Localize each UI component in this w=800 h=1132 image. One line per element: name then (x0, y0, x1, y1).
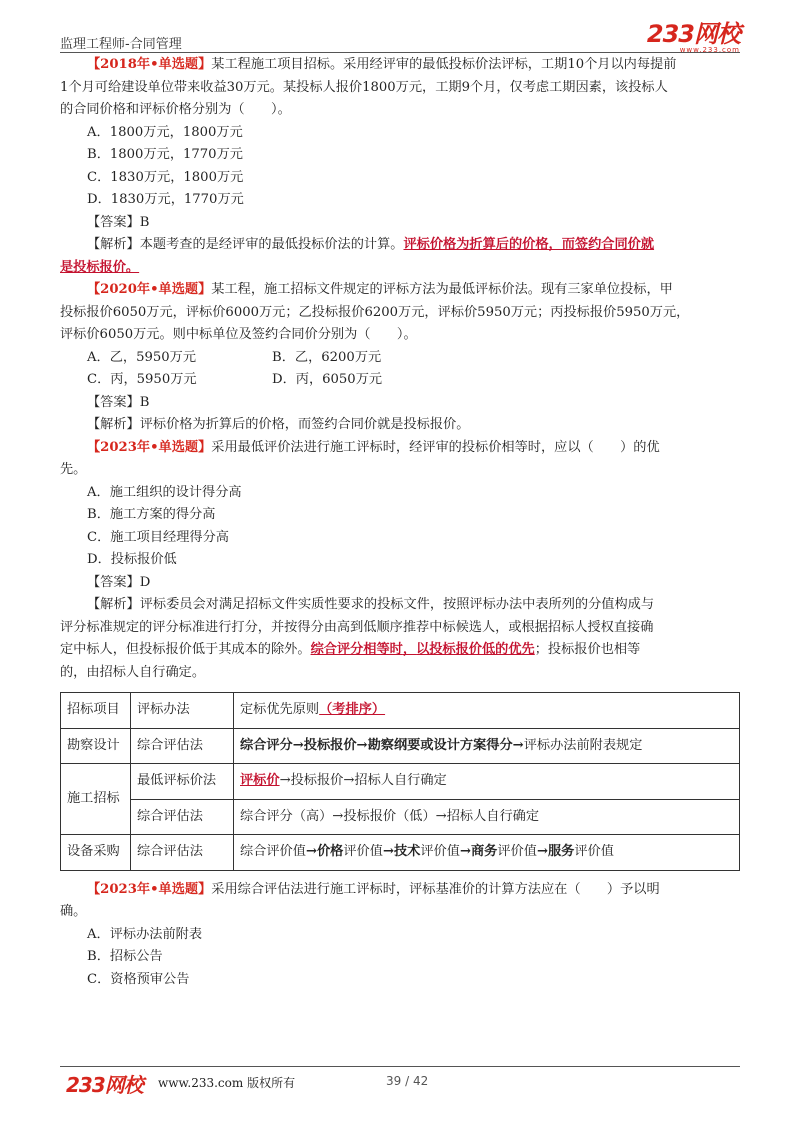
q1-stem: 【2018年•单选题】某工程施工项目招标。采用经评审的最低投标价法评标，工期10个月以内每提前 (87, 57, 677, 72)
q1-stem-2: 1个月可给建设单位带来收益30万元。某投标人报价1800万元，工期9个月，仅考虑工期因素，该投标人 (60, 79, 668, 95)
table-row (61, 764, 740, 800)
table-row (61, 835, 740, 871)
table-header-cell: 评标办法 (131, 693, 234, 729)
q2-option-d: D．丙，6050万元 (272, 372, 383, 387)
table-header-cell: 定标优先原则（考排序） (234, 693, 740, 729)
q1-option-a: A．1800万元，1800万元 (87, 124, 243, 140)
table-cell: 综合评估法 (131, 799, 234, 835)
q2-analysis: 【解析】评标价格为折算后的价格，而签约合同价就是投标报价。 (87, 417, 470, 432)
q3-analysis: 【解析】评标委员会对满足招标文件实质性要求的投标文件，按照评标办法中表所列的分值构成与 (87, 597, 655, 612)
q1-analysis-2: 是投标报价。 (60, 259, 140, 275)
q1-option-c: C．1830万元，1800万元 (87, 169, 244, 185)
q3-option-c: C．施工项目经理得分高 (87, 529, 229, 545)
table-cell: 最低评标价法 (131, 764, 234, 800)
q4-stem-2: 确。 (60, 904, 87, 919)
q3-analysis-4: 的，由招标人自行确定。 (60, 664, 206, 680)
logo-url: www.233.com (679, 46, 740, 54)
q3-analysis-3: 定中标人，但投标报价低于其成本的除外。综合评分相等时，以投标报价低的优先；投标报价也相等 (60, 642, 641, 657)
table-cell: 综合评分（高）→投标报价（低）→招标人自行确定 (234, 799, 740, 835)
table-cell: 施工招标 (61, 764, 131, 835)
table-row (61, 728, 740, 764)
q3-stem-2: 先。 (60, 462, 87, 477)
table-row (61, 799, 740, 835)
q3-option-b: B．施工方案的得分高 (87, 507, 216, 522)
logo-text: 233网校 (646, 20, 740, 48)
table-cell: 综合评分→投标报价→勘察纲要或设计方案得分→评标办法前附表规定 (234, 728, 740, 764)
q2-stem-2: 投标报价6050万元，评标价6000万元；乙投标报价6200万元，评标价5950万元；丙投标报价5950万元， (60, 304, 690, 320)
q2-answer: 【答案】B (87, 394, 150, 410)
q2-option-b: B．乙，6200万元 (272, 349, 382, 365)
q2-option-c: C．丙，5950万元 (87, 372, 197, 387)
table-cell: 设备采购 (61, 835, 131, 871)
page-header-title: 监理工程师-合同管理 (60, 37, 182, 52)
table-cell: 综合评价值→价格评价值→技术评价值→商务评价值→服务评价值 (234, 835, 740, 871)
table-cell: 勘察设计 (61, 728, 131, 764)
q4-option-a: A．评标办法前附表 (87, 926, 203, 942)
footer-copyright: www.233.com 版权所有 (158, 1076, 296, 1090)
table-cell: 综合评估法 (131, 835, 234, 871)
q2-stem-3: 评标价6050万元。则中标单位及签约合同价分别为（ ）。 (60, 327, 417, 342)
q3-stem: 【2023年•单选题】采用最低评价法进行施工评标时，经评审的投标价相等时，应以（ ）的优 (87, 439, 660, 455)
q2-option-a: A．乙，5950万元 (87, 349, 197, 365)
q1-option-d: D．1830万元，1770万元 (87, 192, 244, 207)
q4-stem: 【2023年•单选题】采用综合评估法进行施工评标时，评标基准价的计算方法应在（ ）予以明 (87, 881, 660, 897)
q2-stem: 【2020年•单选题】某工程，施工招标文件规定的评标方法为最低评标价法。现有三家单位投标，甲 (87, 282, 673, 297)
footer-divider (60, 1066, 740, 1067)
q1-answer: 【答案】B (87, 214, 150, 230)
q3-answer: 【答案】D (87, 574, 151, 590)
q4-option-b: B．招标公告 (87, 949, 163, 964)
q1-stem-3: 的合同价格和评标价格分别为（ ）。 (60, 102, 291, 117)
table-cell: 评标价→投标报价→招标人自行确定 (234, 764, 740, 800)
award-principle-table (60, 692, 740, 871)
table-header-cell: 招标项目 (61, 693, 131, 729)
page-content (60, 46, 740, 991)
q1-analysis: 【解析】本题考查的是经评审的最低投标价法的计算。评标价格为折算后的价格，而签约合同价就 (87, 237, 655, 252)
q3-analysis-2: 评分标准规定的评分标准进行打分，并按得分由高到低顺序推荐中标候选人，或根据招标人授权直接确 (60, 619, 654, 635)
q4-option-c: C．资格预审公告 (87, 971, 190, 987)
table-cell: 综合评估法 (131, 728, 234, 764)
footer-logo: 233网校 (66, 1073, 143, 1097)
q2-options-row-2 (60, 369, 740, 392)
table-row (61, 693, 740, 729)
q1-option-b: B．1800万元，1770万元 (87, 147, 243, 162)
q2-options-row-1 (60, 347, 740, 370)
q3-option-a: A．施工组织的设计得分高 (87, 484, 242, 500)
q3-option-d: D．投标报价低 (87, 552, 177, 567)
page-number: 39 / 42 (386, 1074, 429, 1088)
